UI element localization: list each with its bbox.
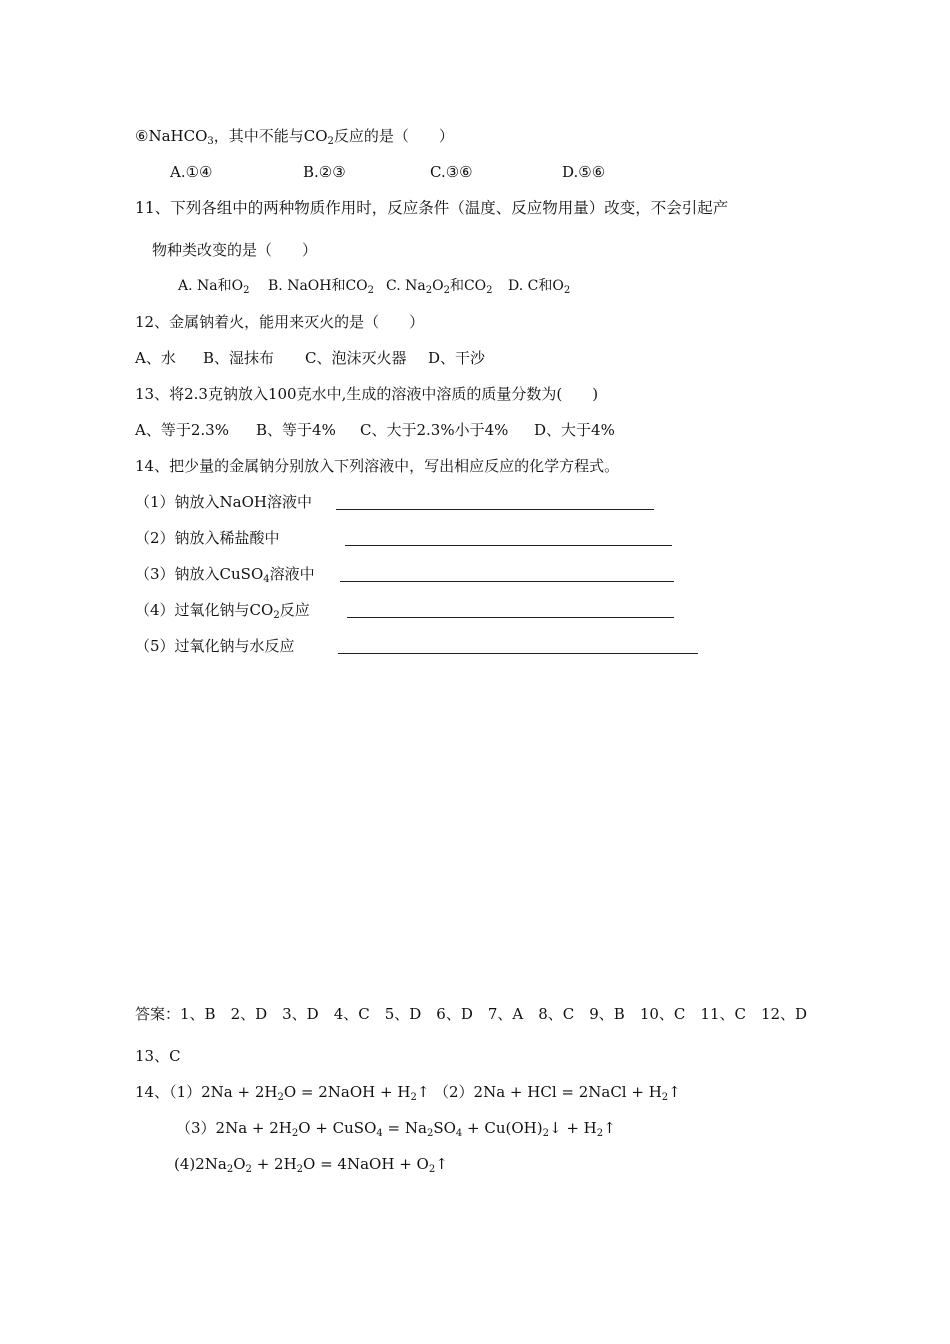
q12-option-c: C、泡沫灭火器 [305, 349, 407, 367]
q14-item-1: （1）钠放入NaOH溶液中 [135, 493, 312, 511]
q10-option-c: C.③⑥ [430, 163, 473, 181]
q12-option-d: D、干沙 [428, 349, 486, 367]
answers-line-1: 答案：1、B 2、D 3、D 4、C 5、D 6、D 7、A 8、C 9、B 10、C 11、C 12、D [135, 1005, 808, 1023]
q10-stem: ⑥NaHCO$_3$，其中不能与$CO_2$反应的是（ ） [135, 127, 454, 147]
q12-stem: 12、金属钠着火，能用来灭火的是（ ） [135, 313, 425, 331]
q10-option-b: B.②③ [303, 163, 346, 181]
answer-eq-2: （2）2Na + HCl = 2NaCl + $H_2↑$ [434, 1083, 681, 1103]
q11-stem-line1: 11、下列各组中的两种物质作用时，反应条件（温度、反应物用量）改变，不会引起产 [135, 199, 729, 217]
q10-option-d: D.⑤⑥ [562, 163, 606, 181]
q14-answer-line-4[interactable] [347, 617, 674, 618]
answer-eq-4: $(4)2Na_2O_2 + 2H_2O$ = 4NaOH + $O_2↑$ [174, 1155, 448, 1175]
q14-answer-line-5[interactable] [338, 653, 698, 654]
q13-option-d: D、大于4% [534, 421, 615, 439]
q14-answer-line-1[interactable] [336, 509, 654, 510]
answers-line-2: 13、C [135, 1047, 181, 1065]
q11-option-b: B. NaOH和$CO_2$ [268, 278, 375, 296]
q12-option-a: A、水 [135, 349, 176, 367]
q14-item-5: （5）过氧化钠与水反应 [135, 637, 295, 655]
q14-item-4: （4）过氧化钠与$CO_2$反应 [135, 601, 310, 621]
q13-stem: 13、将2.3克钠放入100克水中,生成的溶液中溶质的质量分数为( ) [135, 385, 599, 403]
q11-option-c: C. $Na_2O_2$和$CO_2$ [386, 278, 493, 296]
q14-item-2: （2）钠放入稀盐酸中 [135, 529, 280, 547]
q14-stem: 14、把少量的金属钠分别放入下列溶液中，写出相应反应的化学方程式。 [135, 457, 620, 475]
q14-answer-line-2[interactable] [345, 545, 672, 546]
q11-stem-line2: 物种类改变的是（ ） [152, 241, 318, 259]
answer-eq-3: $(3)2Na + 2H_2O$ + CuSO$_4$ = $Na_2SO_4$ + $Cu(OH)_2↓$ + $H_2↑$ [176, 1119, 616, 1139]
answer-eq-1: 14、$(1)2Na + 2H_2O$ = 2NaOH + $H_2↑$ [135, 1083, 430, 1103]
q14-answer-line-3[interactable] [340, 581, 674, 582]
q13-option-c: C、大于2.3%小于4% [360, 421, 509, 439]
q12-option-b: B、湿抹布 [203, 349, 275, 367]
q13-option-a: A、等于2.3% [135, 421, 229, 439]
q13-option-b: B、等于4% [256, 421, 336, 439]
q10-option-a: A.①④ [170, 163, 213, 181]
q11-option-a: A. Na和$O_2$ [178, 278, 250, 296]
q14-item-3: （3）钠放入CuSO$_4$溶液中 [135, 565, 315, 585]
q11-option-d: D. C和$O_2$ [508, 278, 571, 296]
